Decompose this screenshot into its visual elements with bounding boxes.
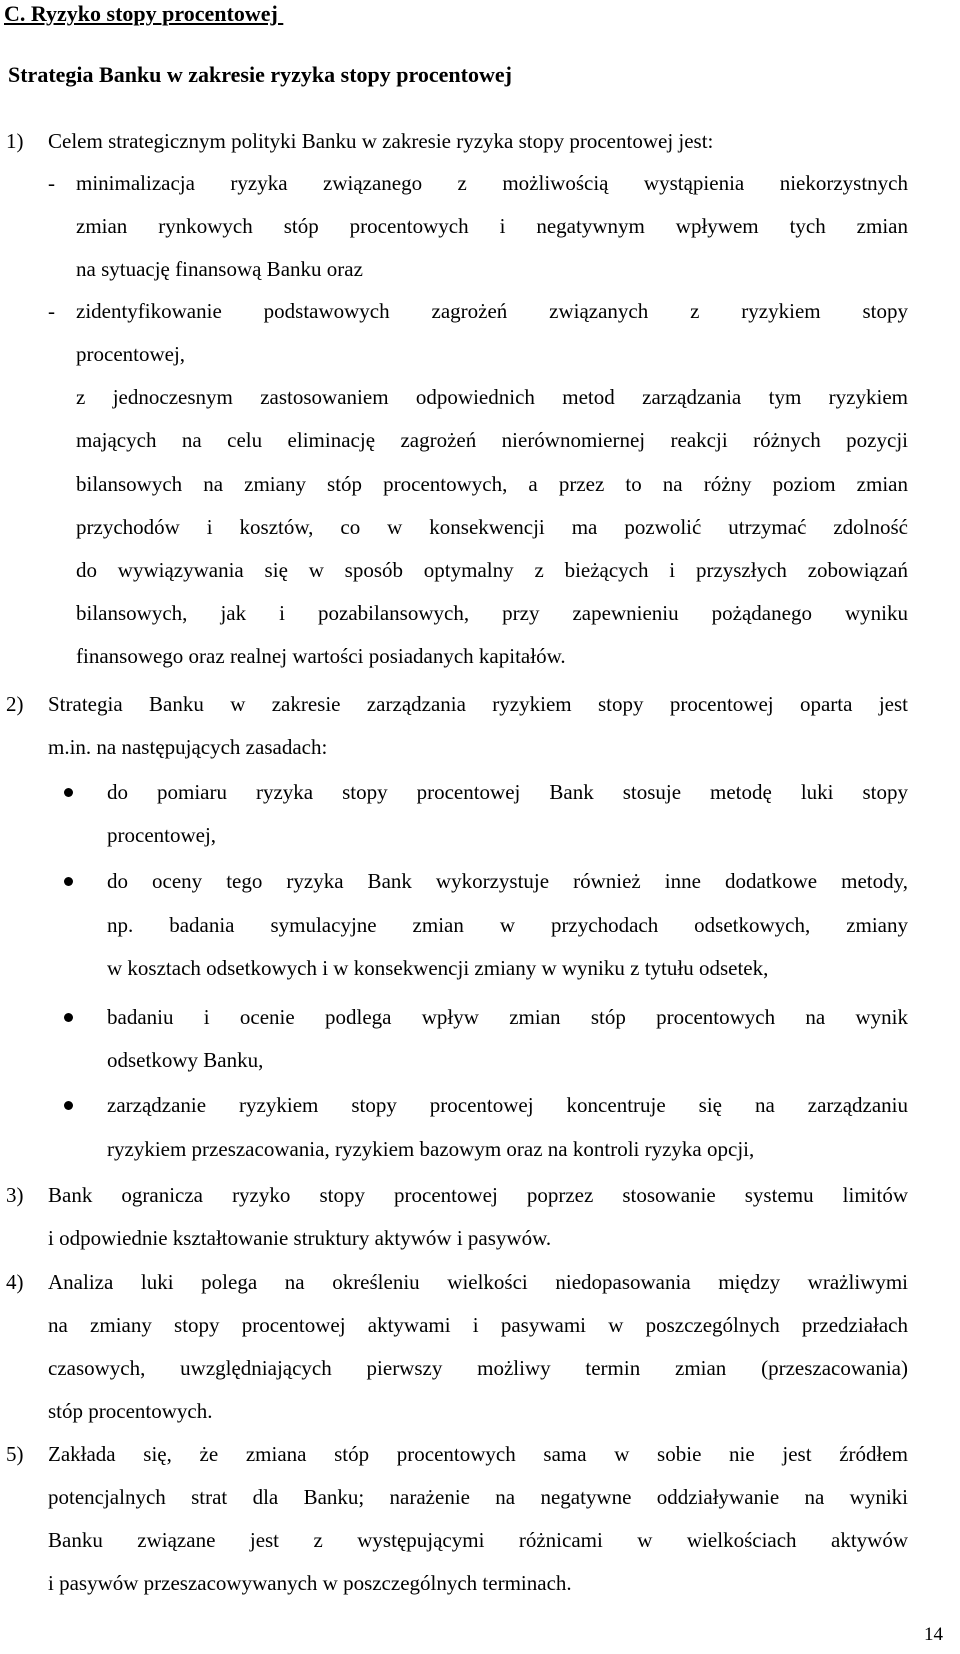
item-4-line-3: czasowych, uwzględniających pierwszy możliwy termin zmian (przeszacowania): [48, 1356, 908, 1380]
item-2-line-2: m.in. na następujących zasadach:: [48, 735, 328, 759]
item-5-number: 5): [6, 1442, 24, 1466]
item-1-dash-1-marker: -: [48, 171, 55, 195]
item-3-number: 3): [6, 1183, 24, 1207]
item-1-dash-1-line-2: zmian rynkowych stóp procentowych i negatywnym wpływem tych zmian: [76, 214, 908, 238]
item-1-dash-2-line-5: bilansowych na zmiany stóp procentowych, a przez to na różny poziom zmian: [76, 472, 908, 496]
item-2-bullet-1-line-1: do pomiaru ryzyka stopy procentowej Bank stosuje metodę luki stopy: [107, 780, 908, 804]
item-2-bullet-2-line-3: w kosztach odsetkowych i w konsekwencji zmiany w wyniku z tytułu odsetek,: [107, 956, 769, 980]
item-5-line-2: potencjalnych strat dla Banku; narażenie na negatywne oddziaływanie na wyniki: [48, 1485, 908, 1509]
item-1-dash-2-line-6: przychodów i kosztów, co w konsekwencji ma pozwolić utrzymać zdolność: [76, 515, 908, 539]
item-1-dash-1-line-1: minimalizacja ryzyka związanego z możliwością wystąpienia niekorzystnych: [76, 171, 908, 195]
item-5-line-1: Zakłada się, że zmiana stóp procentowych sama w sobie nie jest źródłem: [48, 1442, 908, 1466]
bullet-icon: [64, 788, 73, 797]
item-2-bullet-4-line-2: ryzykiem przeszacowania, ryzykiem bazowym oraz na kontroli ryzyka opcji,: [107, 1137, 755, 1161]
item-4-line-2: na zmiany stopy procentowej aktywami i pasywami w poszczególnych przedziałach: [48, 1313, 908, 1337]
item-1-dash-2-line-4: mających na celu eliminację zagrożeń nierównomiernej reakcji różnych pozycji: [76, 428, 908, 452]
item-1-dash-2-line-3: z jednoczesnym zastosowaniem odpowiednich metod zarządzania tym ryzykiem: [76, 385, 908, 409]
item-5-line-4: i pasywów przeszacowywanych w poszczególnych terminach.: [48, 1571, 572, 1595]
item-2-bullet-4-line-1: zarządzanie ryzykiem stopy procentowej koncentruje się na zarządzaniu: [107, 1093, 908, 1117]
item-2-bullet-2-line-1: do oceny tego ryzyka Bank wykorzystuje również inne dodatkowe metody,: [107, 869, 908, 893]
item-3-line-1: Bank ogranicza ryzyko stopy procentowej poprzez stosowanie systemu limitów: [48, 1183, 908, 1207]
bullet-icon: [64, 1101, 73, 1110]
section-heading: C. Ryzyko stopy procentowej: [4, 1, 284, 26]
item-2-bullet-1-line-2: procentowej,: [107, 823, 217, 847]
item-2-bullet-3-line-2: odsetkowy Banku,: [107, 1048, 264, 1072]
item-3-line-2: i odpowiednie kształtowanie struktury aktywów i pasywów.: [48, 1226, 552, 1250]
item-2-bullet-2-line-2: np. badania symulacyjne zmian w przychodach odsetkowych, zmiany: [107, 913, 908, 937]
item-1-dash-2-line-2: procentowej,: [76, 342, 186, 366]
item-4-number: 4): [6, 1270, 24, 1294]
item-1-dash-2-line-9: finansowego oraz realnej wartości posiadanych kapitałów.: [76, 644, 566, 668]
item-1-dash-2-line-1: zidentyfikowanie podstawowych zagrożeń związanych z ryzykiem stopy: [76, 299, 908, 323]
item-2-number: 2): [6, 692, 24, 716]
item-1-intro: Celem strategicznym polityki Banku w zakresie ryzyka stopy procentowej jest:: [48, 129, 714, 153]
item-2-line-1: Strategia Banku w zakresie zarządzania ryzykiem stopy procentowej oparta jest: [48, 692, 908, 716]
bullet-icon: [64, 1013, 73, 1022]
item-5-line-3: Banku związane jest z występującymi różnicami w wielkościach aktywów: [48, 1528, 908, 1552]
item-4-line-4: stóp procentowych.: [48, 1399, 213, 1423]
item-2-bullet-3-line-1: badaniu i ocenie podlega wpływ zmian stóp procentowych na wynik: [107, 1005, 908, 1029]
item-1-dash-2-line-7: do wywiązywania się w sposób optymalny z bieżących i przyszłych zobowiązań: [76, 558, 908, 582]
item-1-dash-2-marker: -: [48, 299, 55, 323]
item-4-line-1: Analiza luki polega na określeniu wielkości niedopasowania między wrażliwymi: [48, 1270, 908, 1294]
bullet-icon: [64, 877, 73, 886]
page-number: 14: [924, 1624, 943, 1645]
item-1-dash-1-line-3: na sytuację finansową Banku oraz: [76, 257, 363, 281]
item-1-dash-2-line-8: bilansowych, jak i pozabilansowych, przy zapewnieniu pożądanego wyniku: [76, 601, 908, 625]
strategy-subheading: Strategia Banku w zakresie ryzyka stopy procentowej: [8, 62, 512, 87]
item-1-number: 1): [6, 129, 24, 153]
